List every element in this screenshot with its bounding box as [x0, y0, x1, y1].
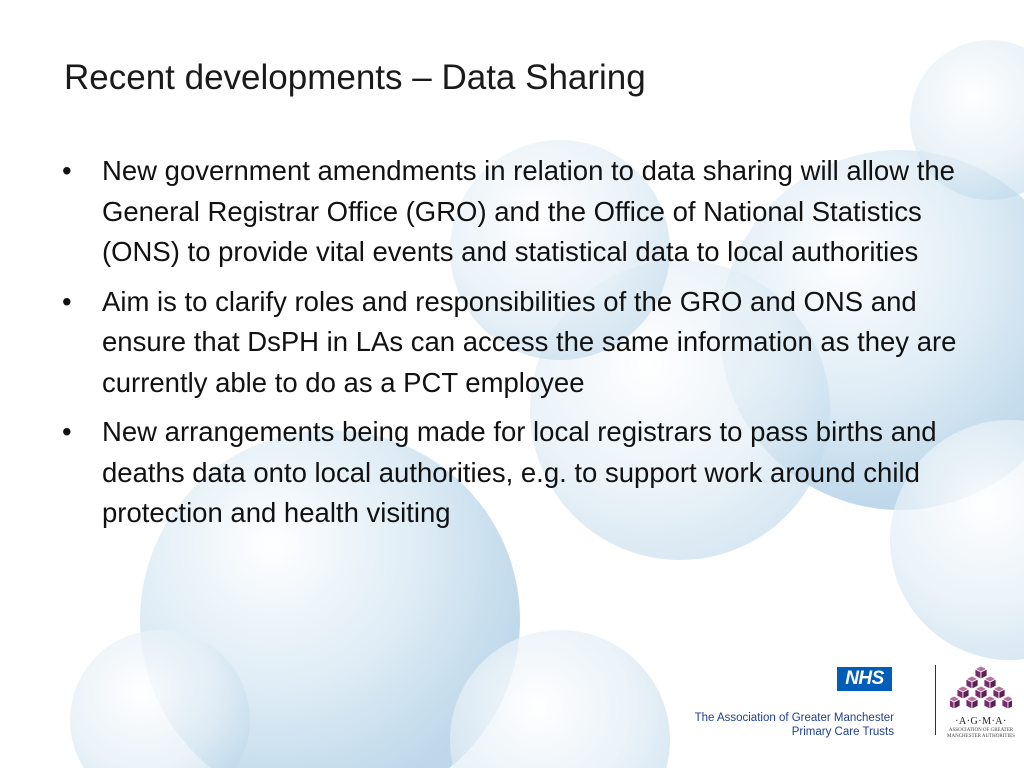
bullet-item: [62, 412, 972, 534]
agma-logo-text: ·A·G·M·A·: [955, 716, 1007, 727]
agma-logo-subtext: ASSOCIATION OF GREATER MANCHESTER AUTHORITIES: [947, 728, 1015, 739]
bullet-text: New government amendments in relation to data sharing will allow the General Registrar Office (GRO) and the Office of National Statistics (ONS) to provide vital events and statistical data to local authorities: [102, 155, 955, 267]
bullet-list: [62, 151, 972, 543]
bullet-item: [62, 151, 972, 273]
bullet-text: Aim is to clarify roles and responsibilities of the GRO and ONS and ensure that DsPH in LAs can access the same information as they are currently able to do as a PCT employee: [102, 285, 957, 398]
pct-association-line2: Primary Care Trusts: [791, 726, 894, 738]
bullet-marker: •: [62, 155, 72, 186]
bullet-marker: •: [62, 285, 72, 317]
slide-title: Recent developments – Data Sharing: [64, 58, 646, 97]
bullet-item: [62, 282, 972, 404]
nhs-logo: NHS: [837, 667, 892, 691]
logo-divider: [935, 665, 936, 735]
bullet-marker: •: [62, 416, 72, 447]
pct-association-line1: The Association of Greater Manchester: [694, 712, 894, 724]
bullet-text: New arrangements being made for local registrars to pass births and deaths data onto local authorities, e.g. to support work around child protection and health visiting: [102, 416, 937, 528]
stacked-cubes-icon: [950, 664, 1012, 716]
